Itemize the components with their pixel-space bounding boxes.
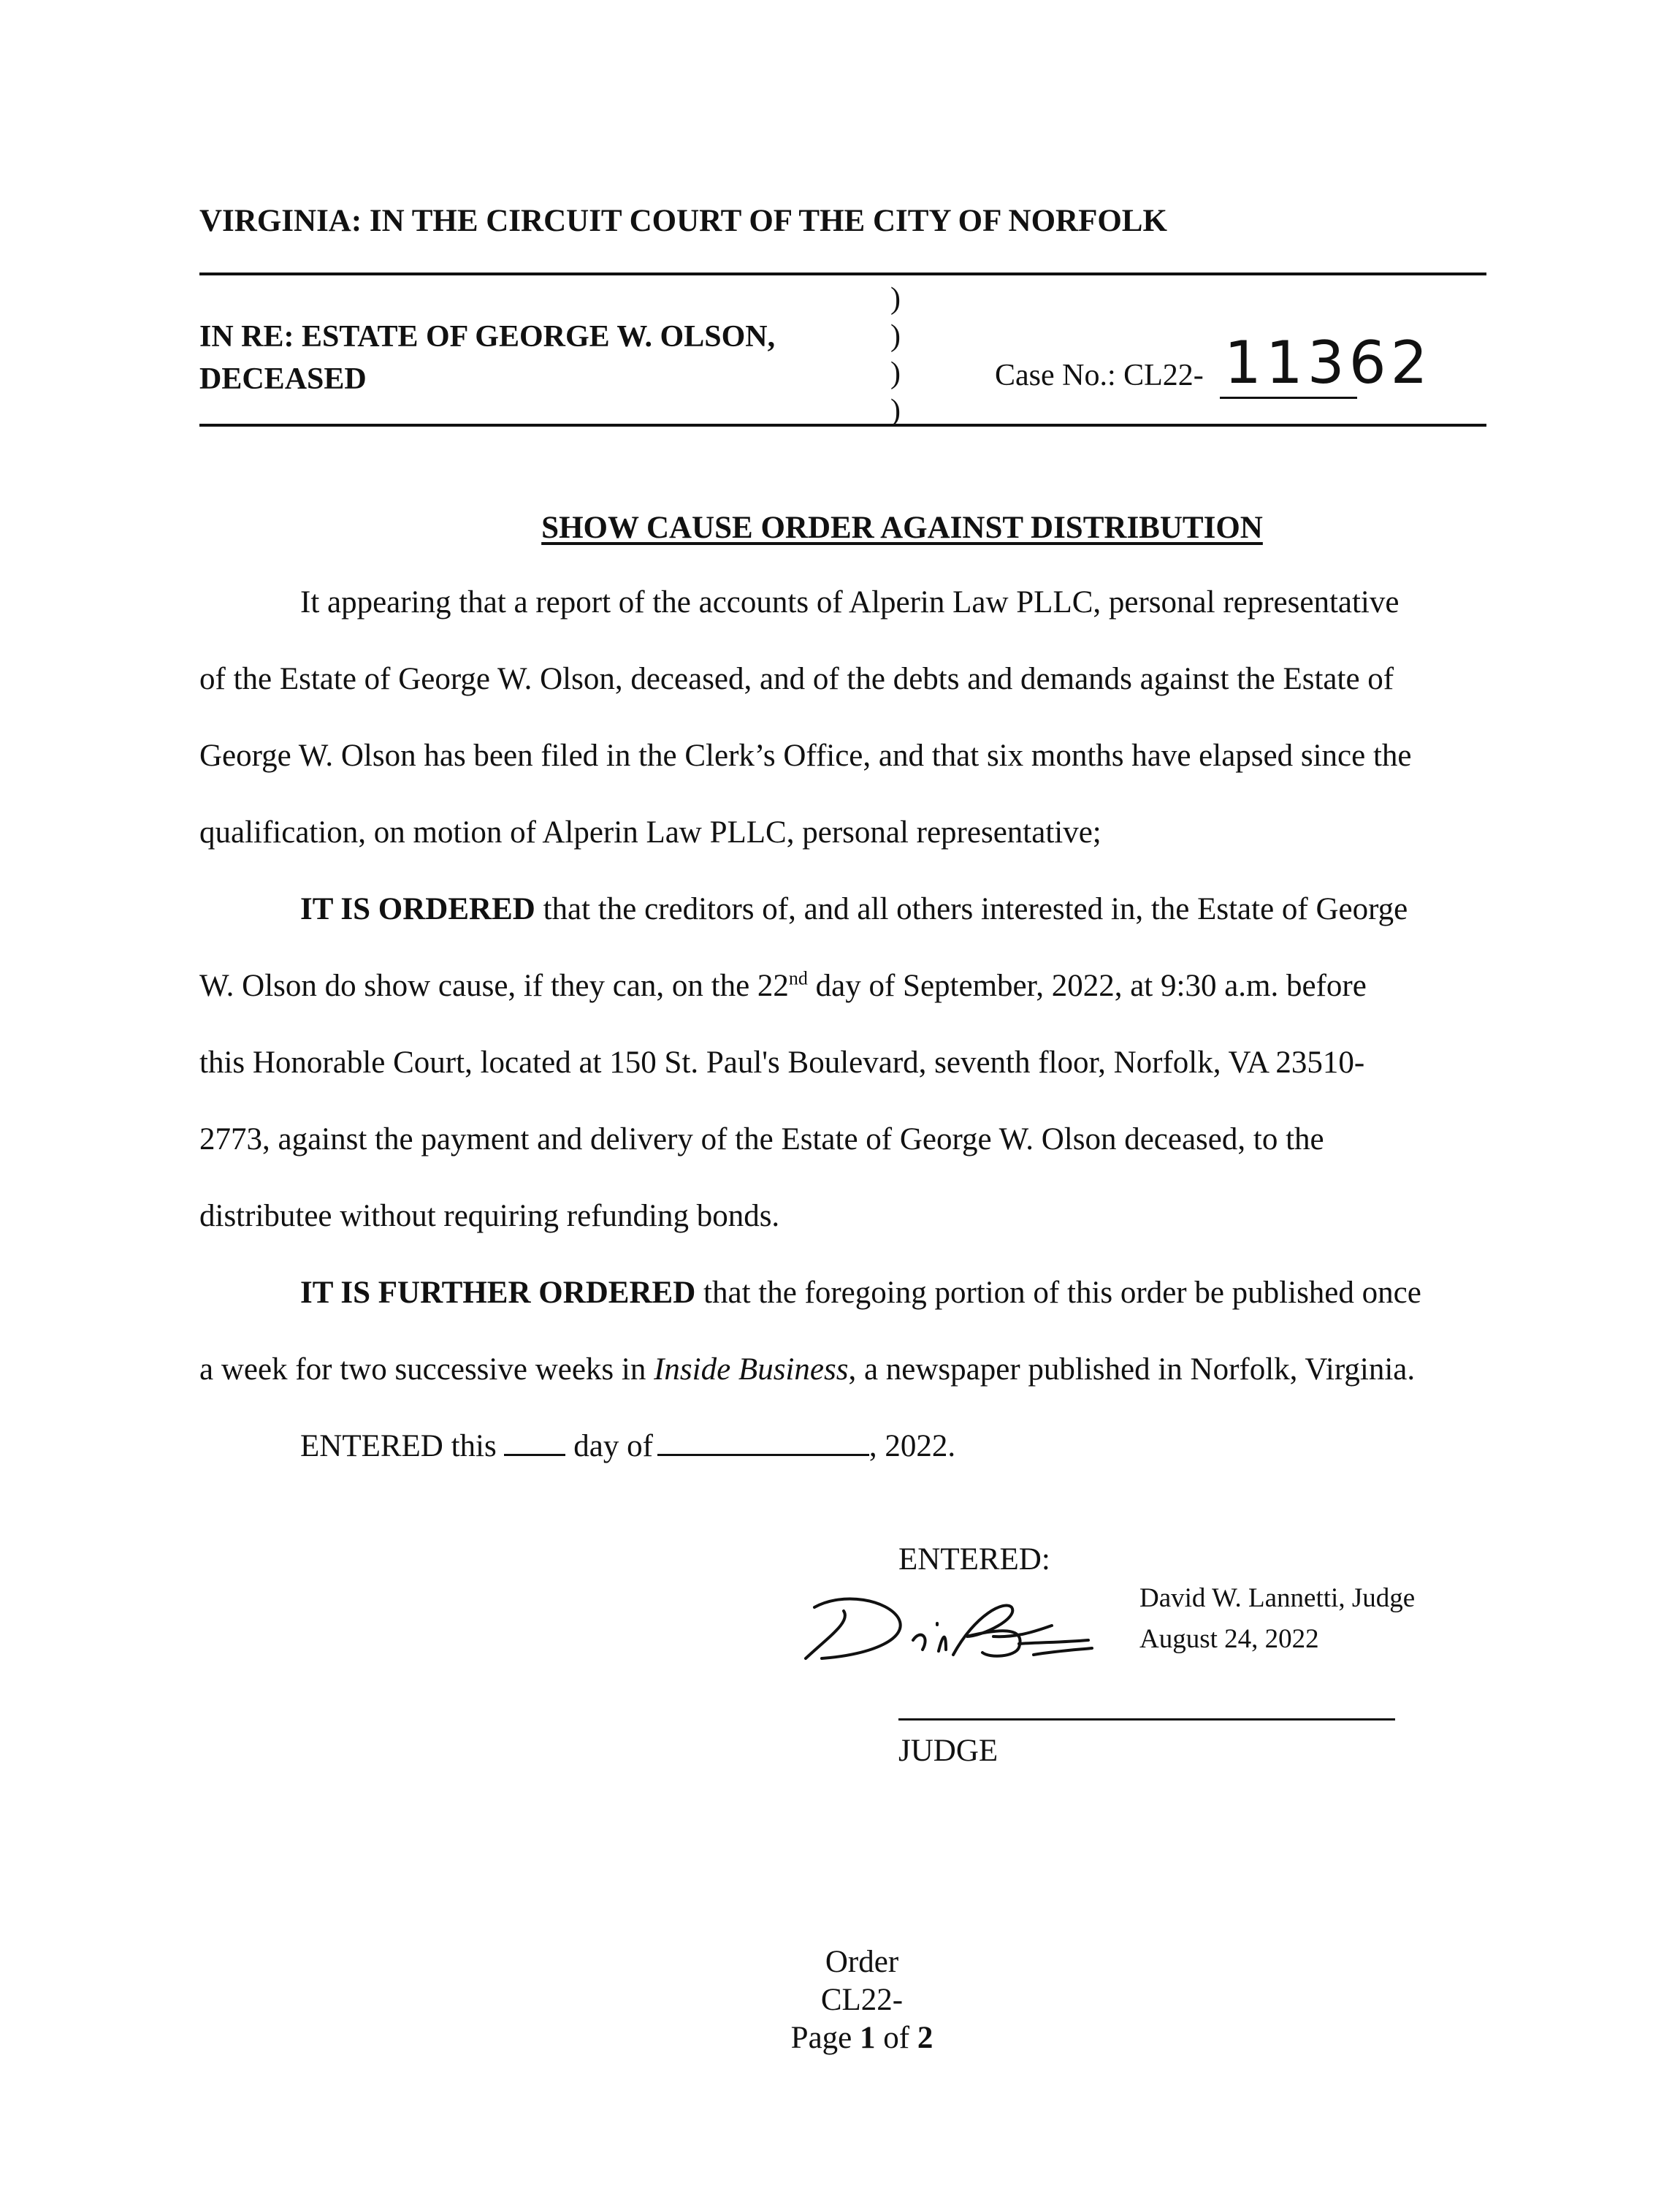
paragraph-1-line-4: qualification, on motion of Alperin Law PLLC, personal representative; — [199, 815, 1101, 850]
it-is-ordered: IT IS ORDERED — [300, 892, 535, 926]
day-blank — [504, 1432, 565, 1456]
entered-label: ENTERED: — [898, 1542, 1050, 1577]
paragraph-3-line-2: a week for two successive weeks in Inside Business, a newspaper published in Norfolk, Virginia. — [199, 1352, 1416, 1387]
judge-stamp — [1139, 1578, 1415, 1660]
signed-date: August 24, 2022 — [1139, 1624, 1319, 1654]
case-caption — [199, 316, 775, 400]
paragraph-3-line-1: IT IS FURTHER ORDERED that the foregoing portion of this order be published once — [300, 1276, 1421, 1310]
footer-page: Page 1 of 2 — [790, 2021, 933, 2055]
footer-order: Order — [825, 1945, 899, 1979]
paragraph-1-line-1: It appearing that a report of the accounts of Alperin Law PLLC, personal representative — [300, 585, 1400, 620]
caption-line-2: DECEASED — [199, 362, 367, 396]
case-number-label: Case No.: CL22- — [995, 359, 1204, 392]
caption-parentheses: ) ) ) ) — [890, 282, 901, 427]
paragraph-2-line-5: distributee without requiring refunding bonds. — [199, 1199, 780, 1233]
paragraph-2-line-3: this Honorable Court, located at 150 St. Paul's Boulevard, seventh floor, Norfolk, VA 23510- — [199, 1045, 1365, 1080]
document-title: SHOW CAUSE ORDER AGAINST DISTRIBUTION — [541, 511, 1263, 545]
paragraph-2-line-2: W. Olson do show cause, if they can, on the 22nd day of September, 2022, at 9:30 a.m. before — [199, 967, 1367, 1003]
case-number-underline — [1220, 397, 1357, 399]
signature-line — [898, 1718, 1395, 1721]
month-blank — [657, 1432, 869, 1456]
case-number-handwritten: 11362 — [1224, 329, 1432, 397]
it-is-further-ordered: IT IS FURTHER ORDERED — [300, 1276, 696, 1310]
heading-rule — [199, 273, 1486, 275]
caption-line-1: IN RE: ESTATE OF GEORGE W. OLSON, — [199, 320, 776, 354]
footer-case: CL22- — [820, 1983, 904, 2017]
judge-label: JUDGE — [898, 1734, 999, 1768]
court-heading: VIRGINIA: IN THE CIRCUIT COURT OF THE CITY OF NORFOLK — [199, 204, 1167, 238]
judge-signature-image — [800, 1585, 1107, 1673]
caption-rule — [199, 424, 1486, 427]
paragraph-1-line-2: of the Estate of George W. Olson, deceased, and of the debts and demands against the Estate of — [199, 662, 1394, 696]
judge-name: David W. Lannetti, Judge — [1139, 1583, 1416, 1613]
page-footer — [0, 1943, 1680, 2057]
paragraph-2-line-4: 2773, against the payment and delivery of the Estate of George W. Olson deceased, to the — [199, 1122, 1324, 1157]
entered-date-line: ENTERED this day of , 2022. — [300, 1429, 956, 1463]
paragraph-1-line-3: George W. Olson has been filed in the Clerk’s Office, and that six months have elapsed since the — [199, 739, 1412, 773]
paragraph-2-line-1: IT IS ORDERED that the creditors of, and all others interested in, the Estate of George — [300, 892, 1408, 926]
